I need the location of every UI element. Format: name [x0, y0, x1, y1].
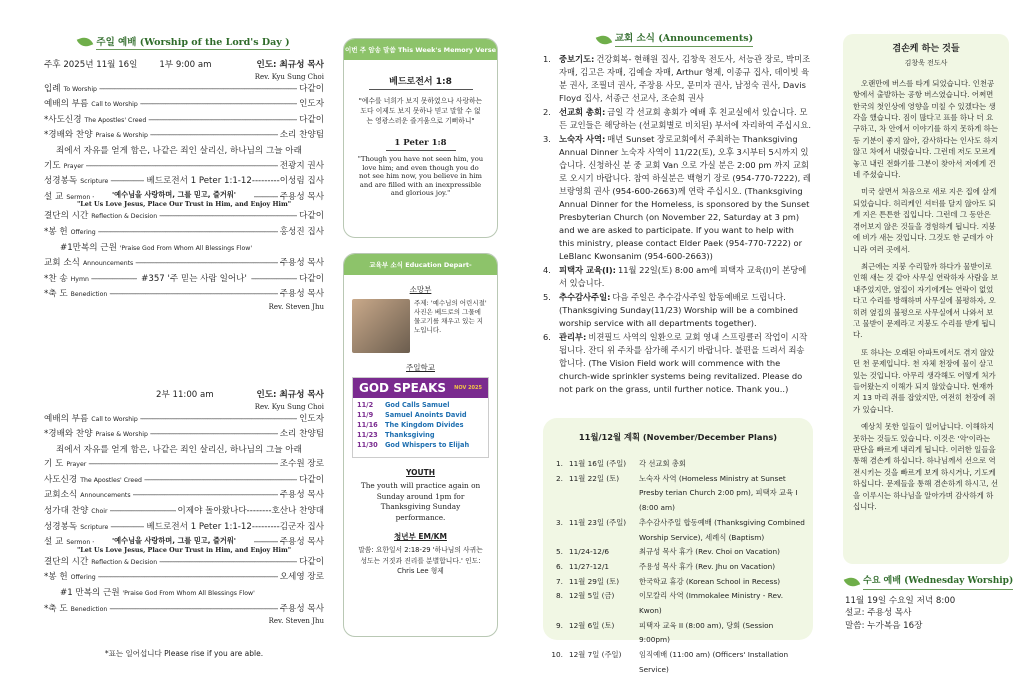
order-leader: 인도자	[299, 413, 324, 424]
announcements-column	[535, 0, 815, 397]
order-label-ko: 성가대 찬양	[44, 506, 89, 517]
god-speaks-badge: NOV 2025	[454, 385, 482, 391]
order-leader: 오세영 장로	[279, 572, 324, 583]
plans-title: 11월/12월 계획 (November/December Plans)	[578, 432, 778, 442]
memory-ref-en: 1 Peter 1:8	[394, 138, 447, 148]
plan-item	[543, 516, 805, 545]
order-label-en: Announcements	[82, 260, 134, 268]
sojeom-photo	[352, 299, 410, 353]
order-label	[44, 520, 108, 536]
order-leader: 다같이	[299, 114, 324, 125]
order-label-en: Call to Worship	[91, 101, 138, 109]
banner-item-text: God Whispers to Elijah	[385, 441, 470, 449]
order-of-service-row	[44, 488, 324, 504]
order-label	[44, 256, 133, 272]
service1-benediction-en: Rev. Steven Jhu	[268, 302, 324, 311]
memory-verse-en: "Though you have not seen him, you love him; and even though you do not see him now, you believe in him and are filled with an inexpressible and glorious joy."	[357, 155, 484, 198]
order-label	[44, 488, 131, 504]
order-label-en: Offering	[70, 228, 96, 236]
worship-header	[44, 34, 324, 50]
service2-offering-song	[44, 586, 324, 602]
plan-text: 이모칼리 사역 (Immokalee Ministry - Rev. Kwon)	[639, 591, 784, 616]
dotted-leader	[140, 412, 297, 428]
order-leader: 소리 찬양팀	[279, 130, 324, 141]
order-label-en: Hymn	[70, 275, 89, 283]
wednesday-block	[845, 575, 1015, 632]
sojeom-title: 소망부	[409, 285, 432, 294]
service2-confession: 죄에서 자유를 얻게 함은, 나같은 죄인 살리신, 하나님의 그늘 아래	[56, 444, 302, 455]
service1-sermon	[94, 190, 254, 200]
order-label	[44, 570, 96, 586]
dotted-leader	[91, 272, 137, 288]
order-label	[44, 504, 108, 520]
order-leader: 전광지 권사	[279, 160, 324, 171]
order-leader: 다같이	[299, 211, 324, 222]
god-speaks-title: GOD SPEAKS	[359, 381, 447, 395]
announcement-body	[559, 264, 811, 290]
service1	[44, 58, 324, 312]
divider	[386, 150, 456, 151]
order-leader: 다같이	[299, 273, 325, 284]
memory-header: 이번 주 암송 말씀 This Week's Memory Verse	[344, 39, 497, 60]
offering-song: #1만복의 근원	[60, 242, 117, 253]
order-label	[44, 225, 96, 241]
plan-date: 12월 6일 (토)	[569, 620, 615, 630]
announcement-text: 매년 Sunset 장로교회에서 주최하는 Thanksgiving Annual Dinner 노숙자 사역이 11/22(토), 오후 3시부터 5시까지 있습니다. 신청하신 분 중 교회 Van 으로 가실 분은 2:00 pm 까지 교회로 오시기 바랍니다. 참여 하실분은 백형기 장로 (954-770-7222), 레브랑영희 권사 (954-600-2663)께 연락 주십시오. (Thanksgiving Annual Dinner for the Homeless, is sponsored by the Sunset Presbyterian Church (on November 22, Saturday at 3 pm) and we are asked to participate. If you want to help with this ministry, please contact Elder Paek (954-770-7222) or LeBlanc Kwonsanim (954-600-2663))	[559, 134, 811, 261]
dotted-leader	[159, 209, 297, 225]
essay-paragraph: 최근에는 지붕 수리할까 하다가 물받이로 인해 새는 것 같아 사무실 연락하자 사람을 보내주었지만, 옆집이 자기에게는 연락이 없었다고 수리를 방해하며 사무실에 불평하자, 오히려 옆집의 불평으로 사무실에서 나와서 보고 물받이 문제라고 지붕도 수리를 받게 됩니다.	[853, 261, 998, 340]
plan-number: 10.	[551, 650, 563, 660]
order-leader: 주용성 목사	[279, 258, 324, 269]
order-of-service-row	[44, 504, 324, 520]
order-label-ko: 결단의 시간	[44, 556, 89, 567]
order-label-ko: *경배와 찬양	[44, 130, 93, 141]
dotted-leader	[144, 473, 297, 489]
plan-item	[543, 560, 805, 575]
banner-item	[357, 410, 484, 420]
order-label-en: Call to Worship	[91, 415, 138, 423]
banner-item	[357, 440, 484, 450]
rise-note: *표는 일어섭니다 Please rise if you are able.	[104, 649, 264, 659]
announcement-text: 금일 각 선교회 총회가 예배 후 친교실에서 있습니다. 모든 교인들은 해당하는 (선교회별로 비치된) 부서에 자리하여 주십시요.	[559, 107, 811, 130]
announcement-text: 11월 22일(토) 8:00 am에 피택자 교육(I)이 본당에서 있습니다.	[559, 265, 807, 288]
offering-song-en: 'Praise God From Whom All Blessings Flow'	[119, 244, 253, 252]
announcement-text: 건강회복- 현해원 집사, 김창욱 전도사, 서능관 장로, 박미조 자매, 김고은 자매, 김예슬 자매, Arthur 형제, 이종규 집사, 데이빗 육분 권사, 조필녀 권사, 주장용 사모, 문미자 권사, 남정숙 권사, Davis Floyd 집사, 서종근 선교사, 조순희 권사	[559, 54, 811, 103]
dotted-leader	[98, 570, 278, 586]
plan-item	[543, 545, 805, 560]
order-label-en: Choir	[91, 508, 108, 516]
announcement-title: 중보기도:	[559, 54, 595, 64]
plan-number: 2.	[556, 473, 563, 483]
plan-text: 각 선교회 총회	[639, 459, 686, 468]
order-label	[44, 113, 146, 129]
banner-item-text: God Calls Samuel	[385, 401, 450, 409]
order-leader: 조수원 장로	[279, 459, 324, 470]
order-label	[44, 97, 138, 113]
order-label-ko: 성경봉독	[44, 521, 78, 532]
announcement-body	[559, 291, 811, 330]
plan-date: 11/27-12/1	[569, 561, 610, 571]
order-label-ko: 설 교	[44, 191, 64, 202]
order-leader: 이제야 돌아왔나다--------호산나 찬양대	[177, 506, 324, 517]
announcement-body	[559, 133, 811, 263]
plan-text: 추수감사주일 합동예배 (Thanksgiving Combined Worship Service), 세례식 (Baptism)	[639, 517, 805, 542]
service2-time: 2부 11:00 am	[156, 389, 214, 400]
service2-preacher: 인도: 최규성 목사	[256, 389, 324, 400]
order-label	[44, 209, 157, 225]
plan-number: 6.	[556, 561, 563, 571]
youth-text: The youth will practice again on Sunday around 1pm for Thanksgiving Sunday performance.	[360, 481, 481, 522]
service1-sermon-title: '예수님을 사랑하며, 그를 믿고, 즐거워'	[111, 190, 237, 200]
banner-item-text: Thanksgiving	[385, 431, 435, 439]
order-leader: 다같이	[299, 556, 324, 567]
dotted-leader	[150, 128, 278, 144]
announcement-body	[559, 106, 811, 132]
order-label	[44, 412, 138, 428]
order-leader: 주용성 목사	[279, 537, 324, 548]
service1-time: 1부 9:00 am	[159, 60, 212, 70]
banner-item	[357, 430, 484, 440]
announcement-number: 2.	[543, 107, 551, 117]
service1-sermon-en: "Let Us Love Jesus, Place Our Trust in Him, and Enjoy Him"	[76, 200, 292, 209]
dotted-leader	[251, 272, 297, 288]
banner-item-date: 11/16	[357, 421, 378, 429]
order-label-ko: 사도신경	[44, 474, 78, 485]
order-label	[44, 287, 107, 303]
service1-date: 주후 2025년 11월 16일	[44, 60, 138, 70]
announcement-item	[543, 264, 811, 290]
plan-date: 11월 29일 (토)	[569, 576, 620, 586]
dotted-leader	[133, 488, 278, 504]
dotted-leader	[88, 457, 277, 473]
order-label-ko: 설 교	[44, 537, 64, 548]
order-leader: 다같이	[299, 83, 324, 94]
essay-paragraph: 예상치 못한 일들이 일어납니다. 이해하지 못하는 것들도 있습니다. 이것은 '악'이라는 판단을 빠르게 내리게 됩니다. 이러한 일들을 통해 겸손케 하십니다. 하나님께서 선으로 역전시키는 것을 빠르게 보게 하시거나, 기도케 하십니다. 문제들을 통해 겸손하게 하시고, 선을 이루시는 하나님을 알아가며 감사하게 하십니다.	[853, 422, 998, 512]
dotted-leader	[86, 159, 278, 175]
plan-text: 피택자 교육 II (8:00 am), 당회 (Session 9:00pm)	[639, 620, 774, 645]
order-label-ko: *봉 헌	[44, 226, 68, 237]
announcements-header	[535, 32, 815, 47]
announcement-item	[543, 291, 811, 330]
order-label-en: Sermon	[66, 193, 91, 201]
order-label-en: Sermon	[66, 539, 91, 547]
order-label	[44, 473, 142, 489]
divider	[369, 89, 473, 90]
youth-title: YOUTH	[405, 468, 436, 477]
plan-number: 9.	[556, 620, 563, 630]
order-of-service-row	[44, 256, 324, 272]
order-label-en: Prayer	[63, 162, 84, 170]
order-label-en: Reflection & Decision	[91, 558, 158, 566]
announcement-number: 4.	[543, 265, 551, 275]
order-label-ko: 결단의 시간	[44, 211, 89, 222]
order-of-service-row	[44, 602, 324, 618]
plan-text: 최규성 목사 휴가 (Rev. Choi on Vacation)	[639, 547, 780, 557]
order-leader: 주용성 목사	[279, 603, 324, 614]
memory-verse-ko: "예수를 너희가 보지 못하였으나 사랑하는도다 이제도 보지 못하나 믿고 말할 수 없는 영광스러운 즐거움으로 기뻐하니"	[358, 97, 483, 125]
order-label	[44, 427, 148, 443]
plan-text: 주용성 목사 휴가 (Rev. Jhu on Vacation)	[639, 561, 776, 571]
essay-box	[843, 34, 1009, 564]
order-label-en: The Apostles' Creed	[84, 116, 147, 124]
announcement-item	[543, 133, 811, 263]
service1-preacher-en: Rev. Kyu Sung Choi	[254, 72, 324, 81]
wednesday-header	[845, 575, 1015, 590]
dotted-leader	[150, 427, 278, 443]
order-label-ko: *축 도	[44, 603, 68, 614]
order-leader: 주용성 목사	[279, 289, 324, 300]
order-label-en: Offering	[70, 574, 96, 582]
announcement-number: 1.	[543, 54, 551, 64]
order-label-ko: 기 도	[44, 459, 64, 470]
plan-text: 임직예배 (11:00 am) (Officers' Installation Service)	[639, 650, 789, 674]
wednesday-header-ko: 수요 예배	[863, 576, 901, 586]
order-of-service-row	[44, 272, 324, 288]
order-leader: 베드로전서 1 Peter 1:1-12---------김군자 집사	[146, 521, 324, 532]
education-header: 교육부 소식 Education Depart-	[344, 254, 497, 275]
dotted-leader	[98, 225, 278, 241]
order-label-en: Benediction	[70, 291, 108, 299]
order-leader: 인도자	[299, 99, 324, 110]
service1-confession: 죄에서 자유를 얻게 함은, 나같은 죄인 살리신, 하나님의 그늘 아래	[56, 145, 302, 156]
service2-heading	[44, 388, 324, 403]
dotted-leader	[159, 555, 297, 571]
plan-number: 3.	[556, 517, 563, 527]
service2-benediction-en: Rev. Steven Jhu	[268, 617, 324, 626]
order-leader: 주용성 목사	[279, 490, 324, 501]
service1-heading	[44, 58, 324, 73]
announcement-title: 관리부:	[559, 332, 587, 342]
banner-item	[357, 400, 484, 410]
announcement-number: 3.	[543, 134, 551, 144]
order-label-ko: 성경봉독	[44, 176, 78, 187]
sojeom-block	[344, 295, 497, 353]
offering-song: #1 만복의 근원	[60, 588, 120, 599]
order-label	[44, 128, 148, 144]
announcement-title: 피택자 교육(I):	[559, 265, 616, 275]
essay-title: 겸손케 하는 것들	[892, 44, 960, 54]
emkm-text: 말씀: 요한일서 2:18-29 '하나님의 사귀는 성도는 거짓과 진리를 분별합니다.' 인도: Chris Lee 형제	[358, 546, 483, 575]
plan-date: 12월 7일 (주일)	[569, 650, 622, 660]
order-of-service-row	[44, 97, 324, 113]
emkm-title: 청년부 EM/KM	[394, 532, 447, 541]
order-label-ko: 입례	[44, 83, 61, 94]
plan-number: 8.	[556, 591, 563, 601]
order-leader: 주용성 목사	[279, 191, 324, 202]
service2-sermon	[94, 536, 254, 546]
order-label-ko: 예배의 부름	[44, 413, 89, 424]
leaf-icon	[77, 35, 94, 49]
order-label-ko: *사도신경	[44, 114, 82, 125]
order-leader: 홍성진 집사	[279, 226, 324, 237]
service2-preacher-en: Rev. Kyu Sung Choi	[254, 402, 324, 411]
service1-preacher: 인도: 최규성 목사	[256, 60, 324, 70]
order-label-ko: *찬 송	[44, 273, 68, 284]
service2	[44, 388, 324, 626]
order-label-ko: *축 도	[44, 289, 68, 300]
dotted-leader	[110, 504, 176, 520]
wednesday-header-en: (Wednesday Worship)	[904, 576, 1014, 586]
offering-song-en: 'Praise God From Whom All Blessings Flow'	[122, 590, 255, 598]
order-leader: 베드로전서 1 Peter 1:1-12---------이성림 집사	[146, 176, 324, 187]
order-label-ko: *경배와 찬양	[44, 429, 93, 440]
banner-item-text: The Kingdom Divides	[385, 421, 464, 429]
plan-number: 7.	[556, 576, 563, 586]
order-label-en: To Worship	[63, 85, 97, 93]
order-label-en: Praise & Worship	[95, 431, 148, 439]
order-label	[44, 159, 84, 175]
dotted-leader	[109, 287, 277, 303]
wednesday-time: 11월 19일 수요일 저녁 8:00	[845, 595, 956, 606]
order-label-en: Reflection & Decision	[91, 213, 158, 221]
announcement-title: 노숙자 사역:	[559, 134, 606, 144]
essay-paragraph: 또 하나는 오래된 아파트에서도 겪지 않았던 천 문제입니다. 천 자체 천장에 물이 살고 있는 것입니다. 아무리 생각해도 어떻게 처가 들어왔는지 이해가 되지 않았습니다. 현재까지 13 마리 쥐를 잡았지만, 여전히 천장에 쥐가 있습니다.	[853, 347, 996, 414]
service2-sermon-title: '예수님을 사랑하며, 그를 믿고, 즐거워'	[111, 535, 237, 545]
worship-header-en: (Worship of the Lord's Day )	[139, 37, 290, 48]
plan-date: 11월 16일 (주일)	[569, 459, 627, 468]
banner-item-text: Samuel Anoints David	[385, 411, 467, 419]
service2-sermon-en: "Let Us Love Jesus, Place Our Trust in Him, and Enjoy Him"	[76, 545, 292, 554]
announcements-header-ko: 교회 소식	[614, 33, 655, 44]
hymn-title: #357 '주 믿는 사람 일어나'	[141, 273, 247, 284]
plan-item	[543, 619, 805, 648]
plan-item	[543, 472, 805, 516]
announcement-title: 선교회 총회:	[559, 107, 606, 117]
order-label	[44, 457, 86, 473]
order-of-service-row	[44, 113, 324, 129]
announcement-item	[543, 331, 811, 396]
order-of-service-row	[44, 287, 324, 303]
announcement-body	[559, 331, 811, 396]
leaf-icon	[596, 32, 613, 46]
worship-header-ko: 주일 예배	[96, 37, 137, 48]
order-of-service-row	[44, 209, 324, 225]
order-label-ko: 교회 소식	[44, 258, 80, 269]
wednesday-scripture: 말씀: 누가복음 16장	[845, 620, 923, 631]
dotted-leader	[135, 256, 277, 272]
banner-item	[357, 420, 484, 430]
order-label-en: Prayer	[66, 461, 87, 469]
plan-item	[543, 575, 805, 590]
banner-item-date: 11/23	[357, 431, 378, 439]
order-label	[44, 602, 107, 618]
essay-paragraph: 오랜만에 버스를 타게 되었습니다. 인천공항에서 출발하는 공항 버스였습니다. 어쩌면 한국의 첫인상에 영향을 미칠 수 있겠다는 생각을 했습니다. 짐이 많다고 표를 하나 더 요구하고, 차 안에서 이야기를 하지 못하게 하는 등 기분이 좋지 않아, 감사하다는 인사도 하지 않고 차에서 내렸습니다. 그런데 저도 모르게 놓고 내린 전화기를 그분이 찾아서 저에게 건네 주셨습니다.	[853, 78, 998, 180]
order-of-service-row	[44, 128, 324, 144]
dotted-leader	[110, 174, 144, 190]
god-speaks-banner	[352, 377, 489, 458]
order-label-en: Benediction	[70, 605, 108, 613]
order-of-service-row	[44, 174, 324, 190]
plan-item	[543, 457, 805, 472]
order-of-service-row	[44, 427, 324, 443]
leaf-icon	[844, 575, 861, 589]
order-label-en: Announcements	[80, 492, 131, 500]
sojeom-text: 주제: '예수님의 어린시절' 사진은 베드로의 그물에 물고기를 채우고 있는 지노입니다.	[414, 299, 487, 334]
worship-column	[44, 0, 324, 659]
announcement-number: 5.	[543, 292, 551, 302]
order-label	[44, 174, 108, 190]
order-of-service-row	[44, 473, 324, 489]
announcement-item	[543, 53, 811, 105]
order-label	[44, 82, 97, 98]
wednesday-preacher: 설교: 주용성 목사	[845, 608, 912, 618]
order-of-service-row	[44, 225, 324, 241]
order-of-service-row	[44, 570, 324, 586]
plan-date: 11월 23일 (주일)	[569, 517, 627, 527]
dotted-leader	[99, 82, 297, 98]
banner-item-date: 11/30	[357, 441, 378, 449]
plans-box	[543, 418, 813, 674]
order-of-service-row	[44, 412, 324, 428]
essay-author: 김창욱 전도사	[904, 59, 948, 68]
plan-text: 한국학교 휴강 (Korean School in Recess)	[639, 576, 781, 586]
order-label-ko: 교회소식	[44, 490, 78, 501]
order-of-service-row	[44, 457, 324, 473]
dotted-leader	[109, 602, 277, 618]
announcement-text: 비젼필드 사역의 일환으로 교회 영내 스프링클러 작업이 시작됩니다. 잔디 위 주차를 삼가해 주시기 바랍니다. 불편을 드려서 죄송합니다. (The Vision Field work will commence with the church-wide sprinkler systems being revitalized. Please do not park on the grass, until further notice. Thank you..)	[559, 332, 808, 394]
plan-text: 노숙자 사역 (Homeless Ministry at Sunset Presby terian Church 2:00 pm), 피택자 교육 I (8:00 am)	[639, 473, 798, 513]
order-label	[44, 272, 89, 288]
banner-item-date: 11/9	[357, 411, 374, 419]
plan-date: 11월 22일 (토)	[569, 473, 620, 483]
order-leader: 다같이	[299, 474, 324, 485]
memory-ref-ko: 베드로전서 1:8	[389, 77, 452, 87]
service1-offering-song	[44, 241, 324, 257]
god-speaks-title-bar	[353, 378, 488, 398]
order-label-ko: *봉 헌	[44, 572, 68, 583]
order-label-en: Scripture	[80, 523, 109, 531]
essay-paragraph: 미국 살면서 처음으로 새로 지은 집에 살게 되었습니다. 허리케인 셔터를 달지 않아도 되게 지은 튼튼한 집입니다. 그런데 그 동안은 겪어보지 않은 것들을 경험하게 됩니다. 지붕에 비가 새는 것입니다. 그것도 한 군데가 아니라 여러 곳에서.	[853, 187, 997, 254]
order-of-service-row	[44, 159, 324, 175]
banner-item-date: 11/2	[357, 401, 374, 409]
dotted-leader	[140, 97, 297, 113]
order-label-ko: 기도	[44, 160, 61, 171]
order-label	[44, 555, 157, 571]
order-of-service-row	[44, 555, 324, 571]
plan-date: 11/24-12/6	[569, 547, 610, 557]
announcement-item	[543, 106, 811, 132]
announcement-number: 6.	[543, 332, 551, 342]
dotted-leader	[148, 113, 297, 129]
announcement-body	[559, 53, 811, 105]
order-of-service-row	[44, 82, 324, 98]
announcements-header-en: (Announcements)	[658, 33, 754, 44]
announcement-title: 추수감사주일:	[559, 292, 611, 302]
order-label-ko: 예배의 부름	[44, 99, 89, 110]
order-leader: 소리 찬양팀	[279, 429, 324, 440]
plan-date: 12월 5일 (금)	[569, 591, 615, 601]
sunday-school-title: 주일학교	[406, 363, 435, 372]
education-card	[343, 253, 498, 637]
memory-verse-card	[343, 38, 498, 238]
announcement-text: 다음 주일은 추수감사주일 합동예배로 드립니다. (Thanksgiving Sunday(11/23) Worship will be a combined worship service with all departments together).	[559, 292, 799, 328]
order-label-en: Praise & Worship	[95, 132, 148, 140]
plan-number: 1.	[556, 459, 563, 468]
order-label-en: The Apostles' Creed	[80, 476, 142, 484]
plan-item	[543, 589, 805, 618]
plan-number: 5.	[556, 547, 563, 557]
order-of-service-row	[44, 520, 324, 536]
order-label-en: Scripture	[80, 178, 109, 186]
dotted-leader	[110, 520, 144, 536]
